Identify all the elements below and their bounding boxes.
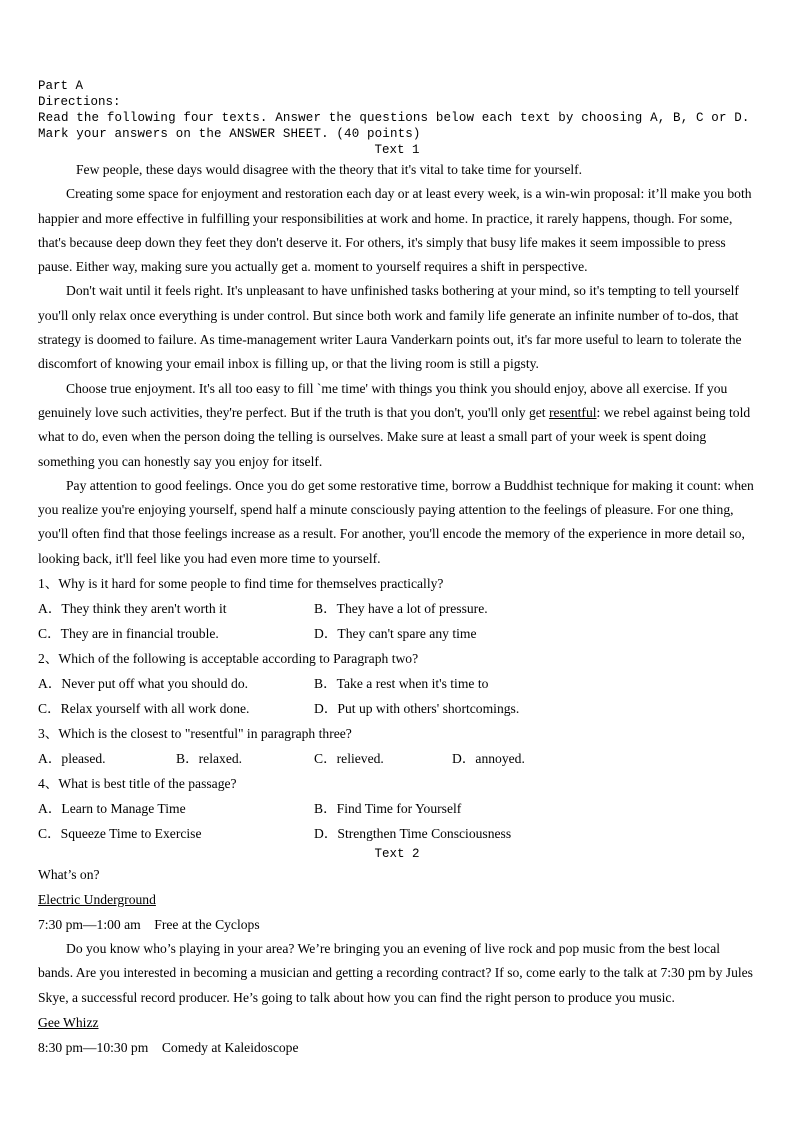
question-2-options-row-2 <box>38 696 756 721</box>
event-2-time: 8:30 pm—10:30 pm Comedy at Kaleidoscope <box>38 1039 299 1055</box>
event-2-title-text: Gee Whizz <box>38 1014 99 1030</box>
question-4-option-d[interactable]: D．Strengthen Time Consciousness <box>314 826 512 842</box>
event-1-title <box>38 887 756 912</box>
text2-intro: What’s on? <box>38 867 100 883</box>
question-3-option-a[interactable]: A．pleased. <box>38 751 106 767</box>
question-1-options-row-2 <box>38 621 756 646</box>
question-2-option-d[interactable]: D．Put up with others' shortcomings. <box>314 701 520 717</box>
question-2-option-a[interactable]: A．Never put off what you should do. <box>38 676 249 692</box>
directions-label: Directions: <box>38 95 121 109</box>
p4-text-after: : we rebel against being told what to do, even when the person doing the telling is ourselves. Make sure at least a small part of your week is spent doing something you can honestly say you enjoy for itself. <box>38 404 751 469</box>
question-3-option-b[interactable]: B．relaxed. <box>176 751 243 767</box>
document-page <box>38 78 756 1060</box>
text1-paragraph-1: Few people, these days would disagree with the theory that it's vital to take time for yourself. <box>76 162 583 177</box>
question-4-options-row-2 <box>38 821 756 846</box>
event-2-title <box>38 1010 756 1035</box>
event-1-time: 7:30 pm—1:00 am Free at the Cyclops <box>38 917 260 933</box>
question-4-option-c[interactable]: C．Squeeze Time to Exercise <box>38 826 202 842</box>
question-1-options-row-1 <box>38 596 756 621</box>
event-1-description: Do you know who’s playing in your area? We’re bringing you an evening of live rock and pop music from the best local bands. Are you interested in becoming a musician and getting a recording contract? If so, come early to the talk at 7:30 pm by Jules Skye, a successful record producer. He’s going to talk about how you can find the right person to produce you music. <box>38 941 753 1005</box>
question-3-option-d[interactable]: D．annoyed. <box>452 751 525 767</box>
question-4-options-row-1 <box>38 796 756 821</box>
p4-text-before: Choose true enjoyment. It's all too easy to fill `me time' with things you think you should enjoy, above all exercise. If you genuinely love such activities, they're perfect. But if the truth is that you don't, you'll only get <box>38 380 728 420</box>
question-3-option-c[interactable]: C．relieved. <box>314 751 384 767</box>
part-heading: Part A <box>38 79 84 93</box>
text1-paragraph-2: Creating some space for enjoyment and restoration each day or at least every week, is a win-win proposal: it’ll make you both happier and more effective in fulfilling your responsibilities at work and home. In practice, it rarely happens, though. For some, that's because deep down they feet they don't deserve it. For others, it's simply that busy life makes it seem impossible to press pause. Either way, making sure you actually get a. moment to yourself requires a shift in perspective. <box>38 186 752 275</box>
directions-text: Read the following four texts. Answer the questions below each text by choosing A, B, C or D. Mark your answers on the ANSWER SHEET. (40 points) <box>38 111 750 141</box>
question-3-options-row <box>38 746 756 771</box>
question-2-option-c[interactable]: C．Relax yourself with all work done. <box>38 701 250 717</box>
question-1-option-b[interactable]: B．They have a lot of pressure. <box>314 601 488 617</box>
question-1-option-d[interactable]: D．They can't spare any time <box>314 626 477 642</box>
text1-paragraph-5: Pay attention to good feelings. Once you do get some restorative time, borrow a Buddhist technique for making it count: when you realize you're enjoying yourself, spend half a minute consciously paying attention to the feelings of pleasure. For one thing, you'll often find that those feelings increase as a result. For another, you'll encode the memory of the experience in more detail so, looking back, it'll feel like you had even more time to yourself. <box>38 477 754 566</box>
question-2-option-b[interactable]: B．Take a rest when it's time to <box>314 676 489 692</box>
event-1-title-text: Electric Underground <box>38 892 156 908</box>
question-3-stem: 3、Which is the closest to "resentful" in paragraph three? <box>38 726 352 742</box>
question-1-stem: 1、Why is it hard for some people to find time for themselves practically? <box>38 576 444 592</box>
question-1-option-c[interactable]: C．They are in financial trouble. <box>38 626 219 642</box>
question-4-option-a[interactable]: A．Learn to Manage Time <box>38 801 186 817</box>
underlined-word-resentful: resentful <box>548 404 597 420</box>
question-2-options-row-1 <box>38 671 756 696</box>
text1-paragraph-3: Don't wait until it feels right. It's unpleasant to have unfinished tasks bothering at your mind, so it's tempting to tell yourself you'll only relax once everything is under control. But since both work and family life generate an infinite number of to-dos, that strategy is doomed to failure. As time-management writer Laura Vanderkarn points out, it's far more useful to learn to tolerate the discomfort of knowing your email inbox is filling up, or that the living room is still a pigsty. <box>38 283 742 372</box>
text2-heading: Text 2 <box>374 847 420 862</box>
text1-heading: Text 1 <box>374 143 420 157</box>
question-4-option-b[interactable]: B．Find Time for Yourself <box>314 801 462 817</box>
question-2-stem: 2、Which of the following is acceptable according to Paragraph two? <box>38 651 419 667</box>
question-1-option-a[interactable]: A．They think they aren't worth it <box>38 601 227 617</box>
text1-paragraph-4 <box>38 377 756 474</box>
question-4-stem: 4、What is best title of the passage? <box>38 776 237 792</box>
